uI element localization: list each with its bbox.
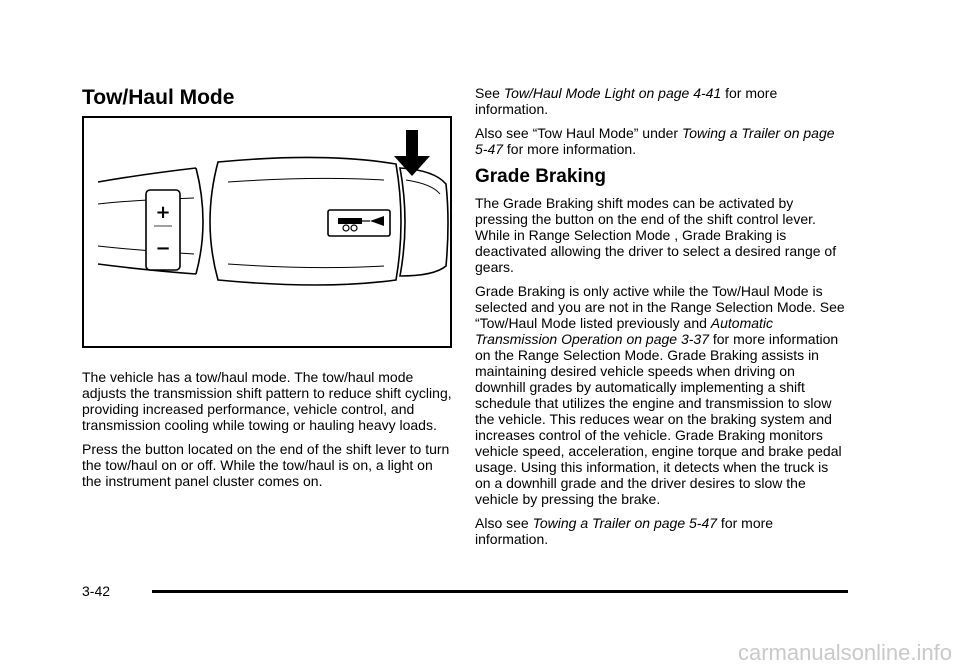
tow-haul-para-1: The vehicle has a tow/haul mode. The tow/haul mode adjusts the transmission shift pattern to reduce shift cycling, providing increased performance, vehicle control, and transmission cooling while towing or hauling heavy loads. xyxy=(82,369,452,433)
section-heading-grade-braking: Grade Braking xyxy=(475,166,606,187)
shift-lever-illustration xyxy=(82,116,452,348)
link-automatic-transmission-operation[interactable]: Automatic Transmission Operation on page 3‑37 xyxy=(475,315,774,347)
footer-rule xyxy=(152,590,848,593)
link-towing-a-trailer[interactable]: Towing a Trailer on page 5‑47 xyxy=(475,125,835,157)
plus-icon: + xyxy=(155,202,171,223)
also-see-towing: Also see “Tow Haul Mode” under Towing a Trailer on page 5‑47 for more information. xyxy=(475,125,835,157)
watermark: carmanualsonline.info xyxy=(737,640,952,665)
section-heading-tow-haul: Tow/Haul Mode xyxy=(82,86,235,109)
tow-haul-para-2: Press the button located on the end of the shift lever to turn the tow/haul on or off. While the tow/haul is on, a light on the instrument panel cluster comes on. xyxy=(82,441,450,489)
grade-braking-para-2: Grade Braking is only active while the Tow/Haul Mode is selected and you are not in the Range Selection Mode. See “Tow/Haul Mode listed previously and Automatic Transmission Operation on page 3‑37 for more information on the Range Selection Mode. Grade Braking assists in maintaining desired vehicle speeds when driving on downhill grades by automatically implementing a shift schedule that utilizes the engine and transmission to slow the vehicle. This reduces wear on the braking system and increases control of the vehicle. Grade Braking monitors vehicle speed, acceleration, engine torque and brake pedal usage. Using this information, it detects when the truck is on a downhill grade and the driver desires to slow the vehicle by pressing the brake. xyxy=(475,283,845,507)
link-tow-haul-mode-light[interactable]: Tow/Haul Mode Light on page 4‑41 xyxy=(503,85,722,101)
page-number: 3-42 xyxy=(82,583,111,599)
left-column xyxy=(82,86,454,110)
shift-lever-drawing xyxy=(84,118,450,346)
right-column xyxy=(475,85,847,555)
grade-braking-para-1: The Grade Braking shift modes can be activated by pressing the button on the end of the shift control lever. While in Range Selection Mode , Grade Braking is deactivated allowing the driver to select a desired range of gears. xyxy=(475,195,837,275)
see-tow-haul-light: See Tow/Haul Mode Light on page 4‑41 for more information. xyxy=(475,85,778,117)
link-towing-a-trailer-2[interactable]: Towing a Trailer on page 5‑47 xyxy=(532,515,718,531)
left-body xyxy=(82,369,454,497)
minus-icon: − xyxy=(155,238,171,259)
also-see-towing-2: Also see Towing a Trailer on page 5‑47 for more information. xyxy=(475,515,774,547)
